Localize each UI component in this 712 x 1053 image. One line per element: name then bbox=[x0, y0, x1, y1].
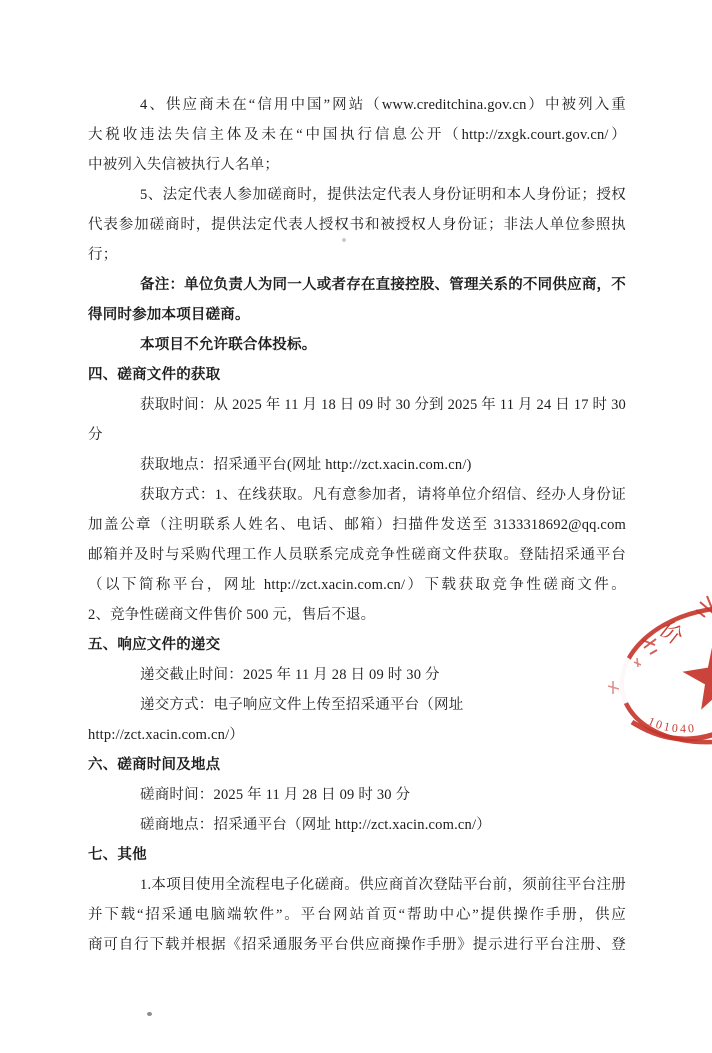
text-line: 4、供应商未在“信用中国”网站（www.creditchina.gov.cn）中被列入重 bbox=[140, 97, 626, 113]
section-heading: 五、响应文件的递交 bbox=[88, 637, 221, 653]
text-line: 加盖公章（注明联系人姓名、电话、邮箱）扫描件发送至 3133318692@qq.com bbox=[88, 517, 626, 533]
text-line: 商可自行下载并根据《招采通服务平台供应商操作手册》提示进行平台注册、登 bbox=[88, 937, 626, 953]
text-line: 获取地点：招采通平台(网址 http://zct.xacin.com.cn/) bbox=[140, 457, 472, 473]
section-heading: 四、磋商文件的获取 bbox=[88, 367, 221, 383]
text-line: 递交截止时间：2025 年 11 月 28 日 09 时 30 分 bbox=[140, 667, 440, 683]
section-heading: 七、其他 bbox=[88, 847, 147, 863]
stamp-star-icon bbox=[683, 642, 712, 709]
text-line: 大税收违法失信主体及未在“中国执行信息公开（http://zxgk.court.gov.cn/） bbox=[88, 127, 626, 143]
text-line: 5、法定代表人参加磋商时，提供法定代表人身份证明和本人身份证；授权 bbox=[140, 187, 626, 203]
text-line: 分 bbox=[88, 427, 103, 443]
text-line: 备注：单位负责人为同一人或者存在直接控股、管理关系的不同供应商，不 bbox=[140, 277, 626, 293]
text-line: 2、竞争性磋商文件售价 500 元，售后不退。 bbox=[88, 607, 376, 623]
text-line: 磋商地点：招采通平台（网址 http://zct.xacin.com.cn/） bbox=[140, 817, 491, 833]
text-line: 递交方式：电子响应文件上传至招采通平台（网址 bbox=[140, 697, 464, 713]
text-line: 中被列入失信被执行人名单； bbox=[88, 157, 280, 173]
stamp-partial-strokes bbox=[642, 639, 657, 654]
text-line: http://zct.xacin.com.cn/） bbox=[88, 727, 244, 743]
text-line: （以下简称平台，网址 http://zct.xacin.com.cn/）下载获取竞争性磋商文件。 bbox=[88, 577, 626, 593]
stamp-partial-strokes bbox=[634, 658, 641, 667]
text-line: 1.本项目使用全流程电子化磋商。供应商首次登陆平台前，须前往平台注册 bbox=[140, 877, 626, 893]
section-heading: 六、磋商时间及地点 bbox=[88, 757, 221, 773]
text-line: 获取方式：1、在线获取。凡有意参加者，请将单位介绍信、经办人身份证 bbox=[140, 487, 626, 503]
stamp-fade bbox=[606, 656, 638, 704]
text-line: 磋商时间：2025 年 11 月 28 日 09 时 30 分 bbox=[140, 787, 411, 803]
document-body bbox=[88, 90, 626, 960]
stamp-character: 价 bbox=[654, 616, 688, 650]
stamp-serial-number: 101040 bbox=[646, 713, 698, 736]
text-line: 并下载“招采通电脑端软件”。平台网站首页“帮助中心”提供操作手册，供应 bbox=[88, 907, 626, 923]
text-line: 得同时参加本项目磋商。 bbox=[88, 307, 250, 323]
scan-speck bbox=[147, 1012, 152, 1016]
text-line: 行； bbox=[88, 247, 118, 263]
text-line: 邮箱并及时与采购代理工作人员联系完成竞争性磋商文件获取。登陆招采通平台 bbox=[88, 547, 626, 563]
text-line: 获取时间：从 2025 年 11 月 18 日 09 时 30 分到 2025 年 11 月 24 日 17 时 30 bbox=[140, 397, 626, 413]
text-line: 本项目不允许联合体投标。 bbox=[140, 337, 317, 353]
official-stamp bbox=[600, 570, 712, 785]
scan-speck bbox=[342, 238, 346, 242]
text-line: 代表参加磋商时，提供法定代表人授权书和被授权人身份证；非法人单位参照执 bbox=[88, 217, 626, 233]
